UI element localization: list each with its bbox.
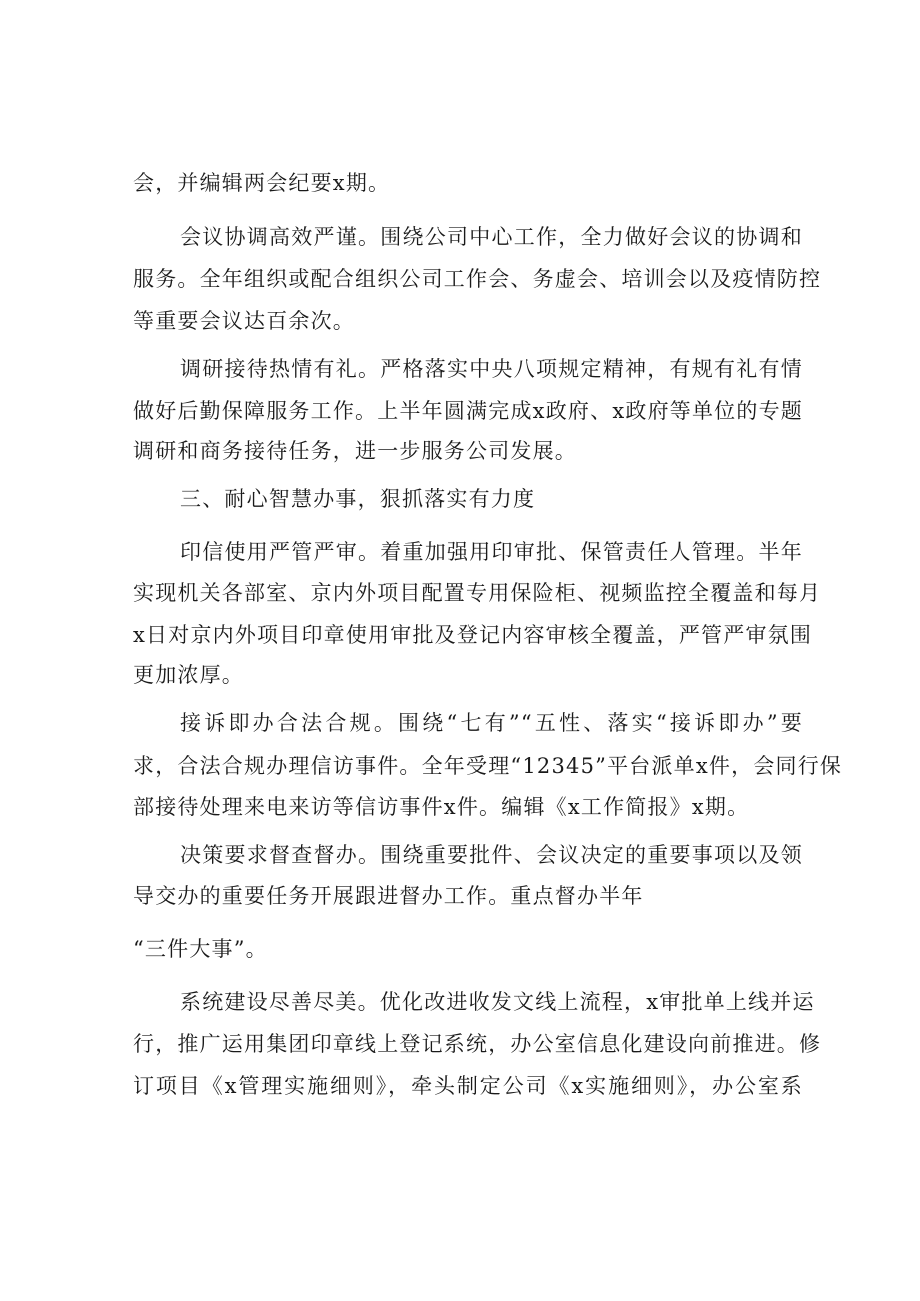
paragraph-line: 行，推广运用集团印章线上登记系统，办公室信息化建设向前推进。修 [133, 1032, 822, 1056]
paragraph-line: x日对京内外项目印章使用审批及登记内容审核全覆盖，严管严审氛围 [133, 623, 813, 647]
paragraph-line: 部接待处理来电来访等信访事件x件。编辑《x工作简报》x期。 [133, 795, 750, 819]
paragraph-line: “三件大事”。 [133, 937, 268, 961]
section-heading: 三、耐心智慧办事，狠抓落实有力度 [180, 487, 536, 511]
paragraph-line: 调研和商务接待任务，进一步服务公司发展。 [133, 439, 577, 463]
paragraph-line: 服务。全年组织或配合组织公司工作会、务虚会、培训会以及疫情防控 [133, 267, 822, 291]
paragraph-line: 导交办的重要任务开展跟进督办工作。重点督办半年 [133, 884, 644, 908]
paragraph-line: 订项目《x管理实施细则》，牵头制定公司《x实施细则》，办公室系 [133, 1074, 803, 1098]
paragraph-line: 会议协调高效严谨。围绕公司中心工作，全力做好会议的协调和 [180, 225, 803, 249]
paragraph-line: 印信使用严管严审。着重加强用印审批、保管责任人管理。半年 [180, 540, 803, 564]
paragraph-line: 决策要求督查督办。围绕重要批件、会议决定的重要事项以及领 [180, 843, 803, 867]
paragraph-line: 做好后勤保障服务工作。上半年圆满完成x政府、x政府等单位的专题 [133, 399, 803, 423]
paragraph-line: 求，合法合规办理信访事件。全年受理“12345”平台派单x件，会同行保 [133, 754, 843, 778]
paragraph-line: 更加浓厚。 [133, 663, 244, 687]
paragraph-line: 接诉即办合法合规。围绕“七有”“五性、落实“接诉即办”要 [180, 711, 803, 735]
paragraph-line: 系统建设尽善尽美。优化改进收发文线上流程，x审批单上线并运 [180, 990, 815, 1014]
paragraph-line: 等重要会议达百余次。 [133, 309, 355, 333]
paragraph-line: 调研接待热情有礼。严格落实中央八项规定精神，有规有礼有情 [180, 357, 803, 381]
paragraph-line: 实现机关各部室、京内外项目配置专用保险柜、视频监控全覆盖和每月 [133, 581, 822, 605]
paragraph-line: 会，并编辑两会纪要x期。 [133, 171, 391, 195]
